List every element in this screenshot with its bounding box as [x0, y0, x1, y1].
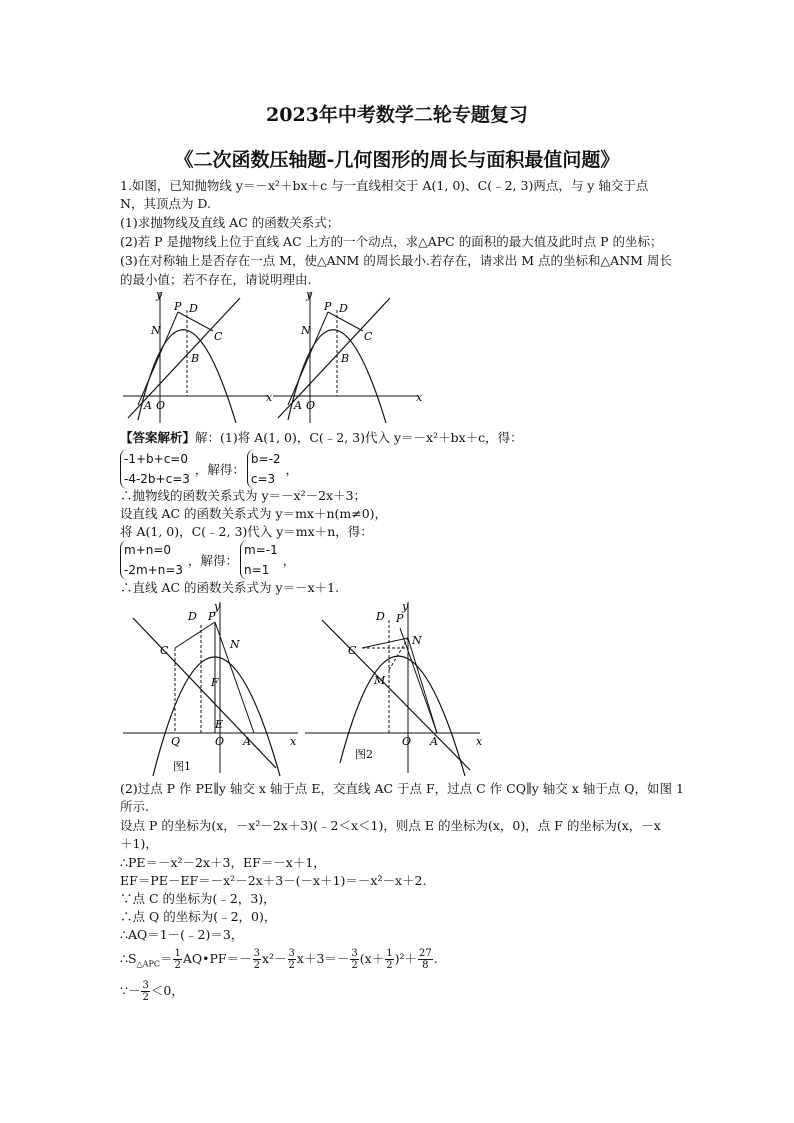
part2-line-4: ＋1)，: [120, 836, 158, 851]
less-zero: ＜0，: [150, 983, 184, 998]
part2-line-6: EF＝PE－EF＝－x²－2x＋3－(－x＋1)＝－x²－x＋2.: [120, 873, 427, 888]
area-sub: △APC: [136, 959, 160, 969]
solution-intro: [120, 430, 523, 446]
solution-step-4: 将 A(1, 0)，C(﹣2, 3)代入 y＝mx＋n，得：: [120, 524, 373, 539]
equation-system-1: [120, 449, 300, 489]
part2-line-7: ∵点 C 的坐标为(﹣2，3)，: [120, 891, 276, 906]
label-N: N: [412, 634, 422, 647]
system-mn: [120, 540, 186, 580]
label-D: D: [188, 610, 197, 623]
label-A: A: [430, 735, 438, 748]
label-N: N: [301, 324, 311, 337]
label-O: O: [156, 399, 166, 412]
solve-word: ，解得：: [188, 553, 239, 568]
label-P: P: [208, 610, 216, 623]
label-N: N: [151, 324, 161, 337]
eq-1: -1+b+c=0: [124, 452, 188, 466]
problem-line-6: 的最小值；若不存在，请说明理由.: [120, 272, 312, 287]
label-A: A: [144, 399, 152, 412]
eq-3: m+n=0: [124, 543, 172, 557]
solution-bc: [247, 449, 284, 489]
problem-line-4: (2)若 P 是抛物线上位于直线 AC 上方的一个动点，求△APC 的面积的最大值及此时点 P 的坐标；: [120, 234, 663, 249]
part2-line-8: ∴点 Q 的坐标为(﹣2，0)，: [120, 909, 277, 924]
frac-5: $\frac{1}{2}$: [386, 948, 393, 971]
comma: ，: [282, 553, 296, 568]
comma: ，: [285, 462, 299, 477]
label-A: A: [294, 399, 302, 412]
label-A: A: [243, 735, 251, 748]
label-O: O: [215, 735, 225, 748]
label-D: D: [189, 302, 198, 315]
sol-m: m=-1: [244, 543, 278, 557]
eq-4: -2m+n=3: [124, 563, 184, 577]
label-C: C: [160, 644, 169, 657]
label-M: M: [374, 674, 386, 687]
label-Q: Q: [171, 735, 181, 748]
label-x: x: [416, 391, 423, 404]
figure-1: [118, 598, 308, 778]
label-C: C: [364, 330, 373, 343]
solution-step-1: 解：(1)将 A(1, 0)，C(﹣2, 3)代入 y＝－x²＋bx＋c，得：: [195, 430, 523, 445]
area-s: ∴S: [120, 951, 137, 966]
eq-2: -4-2b+c=3: [124, 472, 190, 486]
solution-mn: [240, 540, 281, 580]
figure-parabola-left: [118, 288, 278, 428]
solution-step-3: 设直线 AC 的函数关系式为 y＝mx＋n(m≠0)，: [120, 506, 388, 521]
solution-step-2: ∴抛物线的函数关系式为 y＝－x²－2x＋3；: [120, 488, 367, 503]
frac-1: $\frac{1}{2}$: [174, 948, 181, 971]
solution-step-5: ∴直线 AC 的函数关系式为 y＝－x＋1.: [120, 580, 340, 595]
label-E: E: [215, 718, 224, 731]
frac-4: $\frac{3}{2}$: [351, 948, 358, 971]
answer-tag: 【答案解析】: [120, 430, 196, 445]
label-y: y: [214, 600, 221, 613]
label-B: B: [191, 352, 200, 365]
label-O: O: [402, 735, 412, 748]
page-title: 2023年中考数学二轮专题复习: [266, 104, 528, 126]
problem-line-1: 1.如图，已知抛物线 y＝－x²＋bx＋c 与一直线相交于 A(1, 0)、C(﹣2, 3)两点，与 y 轴交于点: [120, 178, 649, 193]
label-D: D: [376, 610, 385, 623]
term-1: AQ•PF＝－: [182, 951, 252, 966]
figure-2: [300, 598, 490, 778]
since: ∵－: [120, 983, 141, 998]
coefficient-check: [120, 978, 184, 1004]
part2-line-3: 设点 P 的坐标为(x，－x²－2x＋3)(﹣2＜x＜1)，则点 E 的坐标为(x，0)，点 F 的坐标为(x，－x: [120, 818, 661, 833]
label-C: C: [214, 330, 223, 343]
term-5: )²＋: [394, 951, 417, 966]
solve-word: ，解得：: [194, 462, 245, 477]
label-y: y: [402, 600, 409, 613]
term-2: x²－: [261, 951, 287, 966]
label-y: y: [156, 288, 163, 301]
label-P: P: [324, 300, 332, 313]
area-formula: [120, 946, 438, 978]
problem-line-3: (1)求抛物线及直线 AC 的函数关系式；: [120, 215, 340, 230]
part2-line-5: ∴PE＝－x²－2x＋3，EF＝－x＋1，: [120, 855, 326, 870]
sol-b: b=-2: [250, 452, 281, 466]
label-P: P: [174, 300, 182, 313]
page-subtitle: 《二次函数压轴题-几何图形的周长与面积最值问题》: [174, 149, 620, 171]
term-4: (x＋: [359, 951, 385, 966]
label-y: y: [306, 288, 313, 301]
frac-3: $\frac{3}{2}$: [288, 948, 295, 971]
problem-line-2: N，其顶点为 D.: [120, 196, 211, 211]
frac-2: $\frac{3}{2}$: [253, 948, 260, 971]
part2-line-9: ∴AQ＝1－(﹣2)＝3，: [120, 927, 244, 942]
eq-sign: ＝: [159, 951, 173, 966]
label-x: x: [476, 735, 483, 748]
label-C: C: [348, 644, 357, 657]
label-O: O: [306, 399, 316, 412]
problem-line-5: (3)在对称轴上是否存在一点 M，使△ANM 的周长最小.若存在，请求出 M 点的坐标和△ANM 周长: [120, 253, 672, 268]
term-6: .: [433, 951, 438, 966]
label-D: D: [339, 302, 348, 315]
term-3: x＋3＝－: [296, 951, 350, 966]
figure-parabola-right: [268, 288, 428, 428]
system-bc: [120, 449, 193, 489]
sol-c: c=3: [250, 472, 276, 486]
frac-7: $\frac{3}{2}$: [142, 980, 149, 1003]
label-fig2: 图2: [355, 748, 373, 761]
label-x: x: [290, 735, 297, 748]
label-fig1: 图1: [173, 760, 191, 773]
frac-6: $\frac{27}{8}$: [419, 948, 432, 971]
part2-line-2: 所示.: [120, 799, 149, 814]
label-B: B: [341, 352, 350, 365]
label-N: N: [230, 638, 240, 651]
part2-line-1: (2)过点 P 作 PE∥y 轴交 x 轴于点 E，交直线 AC 于点 F，过点 C 作 CQ∥y 轴交 x 轴于点 Q，如图 1: [120, 781, 684, 796]
label-x: x: [266, 391, 273, 404]
label-F: F: [211, 676, 219, 689]
label-P: P: [396, 612, 404, 625]
equation-system-2: [120, 540, 297, 580]
sol-n: n=1: [244, 563, 270, 577]
